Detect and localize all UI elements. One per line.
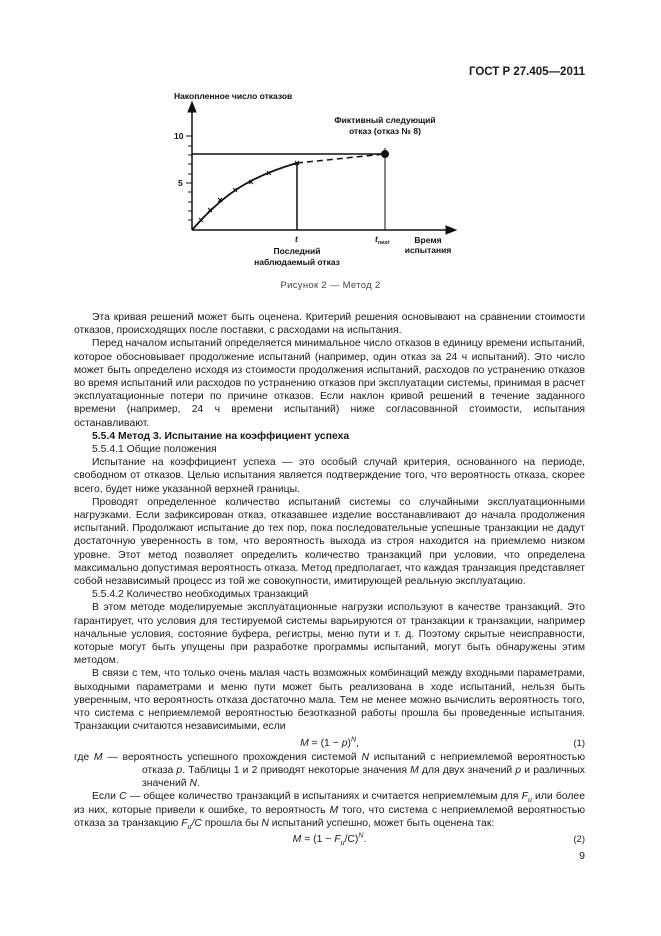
extrapolation-dashed — [297, 154, 385, 163]
annotation-last-2: наблюдаемый отказ — [254, 257, 340, 267]
x-axis-arrow — [446, 226, 456, 234]
subsection-heading: 5.5.4.2 Количество необходимых транзакций — [92, 589, 309, 601]
paragraph: Если C — общее количество транзакций в испытаниях и считается неприемлемым для $F_u$ или более из них, которые привели к ошибке, то вероятность M того, что система с неприемлемой вероятностью отказа за транзакцию $F_u/C$ прошла бы N испытаний успешно, может быть оценена так: — [74, 791, 585, 831]
y-tick-10: 10 — [174, 131, 184, 141]
fictitious-failure-point — [382, 151, 389, 158]
paragraph: Эта кривая решений может быть оценена. Критерий решения основывают на сравнении стоимости отказов, происходящих после поставки, с расходами на испытания. — [74, 312, 585, 337]
equation-number: (1) — [573, 737, 585, 749]
page-number: 9 — [579, 850, 585, 862]
annotation-fictitious-2: отказ (отказ № 8) — [349, 126, 421, 136]
equation-number: (2) — [573, 833, 585, 845]
paragraph: Проводят определенное количество испытаний системы со случайными эксплуатационными нагрузками. Если зафиксирован отказ, отказавшее изделие восстанавливают до начала продолжения испытаний. Продолжают испытание до тех пор, пока последовательные успешные транзакции не дадут достаточную уверенность в том, что вероятность выхода из строя находится на приемлемо низком уровне. Этот метод позволяет определить количество транзакций при условии, что определена максимально допустимая вероятность отказа. Метод предполагает, что каждая транзакция представляет собой независимый процесс из той же совокупности, имитирующей реальную эксплуатацию. — [74, 496, 585, 588]
subsection-heading: 5.5.4.1 Общие положения — [92, 444, 217, 456]
paragraph: Испытание на коэффициент успеха — это особый случай критерия, основанного на периоде, свободном от отказов. Целью испытания является подтверждение того, что вероятность отказа, скорее всего, будет ниже указанной верхней границы. — [74, 457, 585, 495]
decision-curve — [192, 163, 297, 230]
x-mark-tnext: $t_{next}$ — [375, 234, 390, 246]
paragraph: В связи с тем, что только очень малая часть возможных комбинаций между входными параметрами, выходными параметрами и меню пути может быть реализована в ходе испытаний, нельзя быть уверенным, что вероятность отказа достаточно мала. Тем не менее можно вычислить вероятность того, что система с неприемлемой вероятностью безотказной работы прошла бы проведенные испытания. Транзакции считаются независимыми, если — [74, 668, 585, 733]
section-heading: 5.5.4 Метод 3. Испытание на коэффициент успеха — [92, 430, 350, 442]
y-ticks — [186, 136, 192, 220]
equation-2: $M = (1 - F_u/C)^N$. (2) — [292, 832, 585, 847]
annotation-last-1: Последний — [273, 246, 321, 256]
x-mark-t: t — [295, 234, 298, 244]
figure-method-2 — [160, 88, 480, 278]
x-axis-label-2: испытания — [404, 245, 452, 255]
document-header: ГОСТ Р 27.405—2011 — [468, 66, 585, 78]
y-axis-arrow — [188, 102, 196, 112]
y-axis-label: Накопленное число отказов — [174, 91, 293, 101]
figure-caption: Рисунок 2 — Метод 2 — [280, 280, 381, 291]
equation-1: $M = (1 - p)^N$, (1) — [300, 736, 585, 749]
where-clause: где M — вероятность успешного прохождения системой N испытаний с неприемлемой вероятностью отказа p. Таблицы 1 и 2 приводят некоторые значения M для двух значений p и различных значений N. — [74, 751, 586, 790]
body-text — [74, 311, 585, 847]
y-tick-5: 5 — [178, 178, 183, 188]
paragraph: Перед началом испытаний определяется минимальное число отказов в единицу времени испытаний, которое обосновывает продолжение испытаний (например, один отказ за 24 ч испытаний). Это число может быть определено исходя из стоимости продолжения испытаний, расходов по устранению отказов во время испытаний или расходов по устранению отказов при эксплуатации системы, принимая в расчет эксплуатационные потери по причине отказов. Если наклон кривой решений в течение заданного времени (например, 24 ч времени испытаний) ниже согласованной стоимости, испытания останавливают. — [74, 338, 585, 429]
failure-marks — [199, 161, 299, 222]
x-axis-label-1: Время — [414, 235, 442, 245]
annotation-fictitious-1: Фиктивный следующий — [334, 115, 436, 125]
paragraph: В этом методе моделируемые эксплуатационные нагрузки используют в качестве транзакций. Это гарантирует, что условия для тестируемой системы варьируются от транзакции к транзакции, например начальные условия, состояние буфера, регистры, меню пути и т. д. Поэтому скрытые неисправности, которые могут быть упущены при разработке программы испытаний, могут быть обнаружены этим методом. — [74, 602, 585, 667]
